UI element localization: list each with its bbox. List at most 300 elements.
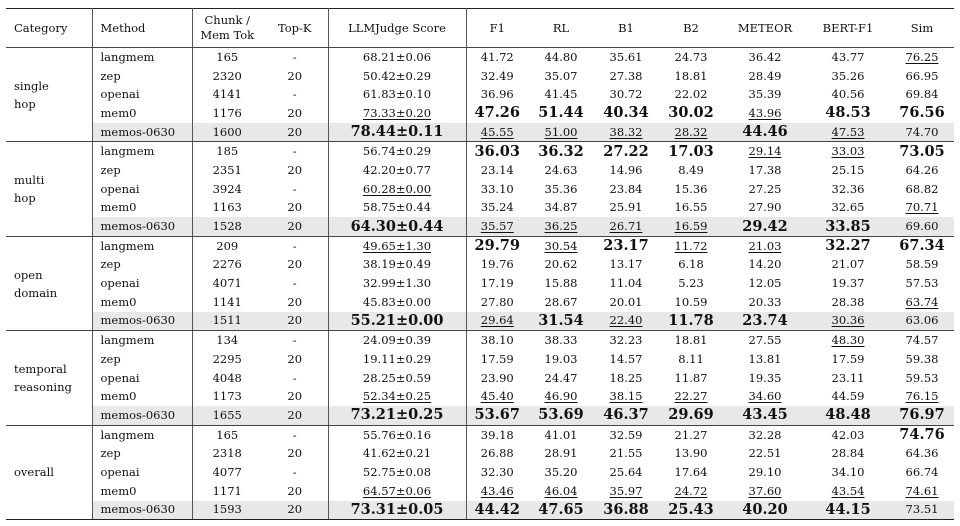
b1-value: 25.91 bbox=[609, 200, 643, 215]
header-meteor: METEOR bbox=[724, 9, 806, 48]
method-cell bbox=[92, 274, 192, 293]
meteor-cell bbox=[724, 123, 806, 142]
b1-value: 18.25 bbox=[609, 370, 643, 385]
method-value: mem0 bbox=[100, 294, 137, 309]
sim-value: 70.71 bbox=[905, 200, 939, 215]
method-cell bbox=[92, 142, 192, 161]
topk-cell bbox=[262, 123, 328, 142]
header-category: Category bbox=[6, 9, 92, 48]
bert-value: 28.84 bbox=[831, 446, 865, 461]
method-value: langmem bbox=[100, 49, 155, 64]
method-cell bbox=[92, 161, 192, 180]
topk-cell bbox=[262, 142, 328, 161]
topk-value: - bbox=[292, 427, 297, 442]
llm-cell bbox=[328, 312, 466, 331]
sim-cell bbox=[890, 104, 954, 123]
llm-value: 55.21±0.00 bbox=[350, 311, 444, 329]
b1-value: 30.72 bbox=[609, 87, 643, 102]
llm-value: 73.33±0.20 bbox=[362, 105, 432, 120]
table-row bbox=[6, 312, 954, 331]
rl-value: 46.04 bbox=[544, 483, 578, 498]
method-cell bbox=[92, 123, 192, 142]
meteor-value: 32.28 bbox=[748, 427, 782, 442]
method-value: openai bbox=[100, 370, 140, 385]
chunk-value: 1593 bbox=[212, 502, 242, 517]
rl-value: 41.01 bbox=[544, 427, 578, 442]
b2-cell bbox=[658, 350, 724, 369]
f1-value: 23.90 bbox=[480, 370, 514, 385]
table-row bbox=[6, 331, 954, 350]
rl-cell bbox=[528, 350, 594, 369]
sim-cell bbox=[890, 501, 954, 520]
f1-value: 17.19 bbox=[480, 276, 514, 291]
f1-cell bbox=[466, 501, 528, 520]
chunk-value: 1528 bbox=[212, 219, 242, 234]
b1-cell bbox=[594, 236, 658, 255]
meteor-value: 23.74 bbox=[742, 311, 788, 329]
llm-value: 19.11±0.29 bbox=[362, 351, 432, 366]
rl-cell bbox=[528, 104, 594, 123]
b2-value: 30.02 bbox=[668, 104, 714, 122]
bert-cell bbox=[806, 369, 890, 388]
b2-cell bbox=[658, 331, 724, 350]
bert-cell bbox=[806, 501, 890, 520]
bert-cell bbox=[806, 274, 890, 293]
chunk-value: 2320 bbox=[212, 68, 242, 83]
topk-cell bbox=[262, 85, 328, 104]
chunk-cell bbox=[192, 236, 262, 255]
b1-cell bbox=[594, 369, 658, 388]
header-llmjudge: LLMJudge Score bbox=[328, 9, 466, 48]
bert-value: 33.85 bbox=[825, 217, 871, 235]
llm-value: 28.25±0.59 bbox=[362, 370, 432, 385]
topk-cell bbox=[262, 482, 328, 501]
b2-cell bbox=[658, 123, 724, 142]
chunk-cell bbox=[192, 387, 262, 406]
meteor-value: 29.42 bbox=[742, 217, 788, 235]
bert-value: 48.48 bbox=[825, 406, 871, 424]
rl-value: 51.00 bbox=[544, 124, 578, 139]
chunk-cell bbox=[192, 369, 262, 388]
llm-cell bbox=[328, 331, 466, 350]
b1-value: 20.01 bbox=[609, 294, 643, 309]
method-cell bbox=[92, 350, 192, 369]
b1-cell bbox=[594, 180, 658, 199]
chunk-value: 165 bbox=[216, 49, 239, 64]
topk-cell bbox=[262, 312, 328, 331]
b1-value: 35.97 bbox=[609, 483, 643, 498]
b2-cell bbox=[658, 104, 724, 123]
b2-cell bbox=[658, 387, 724, 406]
sim-cell bbox=[890, 350, 954, 369]
meteor-cell bbox=[724, 406, 806, 425]
bert-cell bbox=[806, 199, 890, 218]
rl-value: 24.47 bbox=[544, 370, 578, 385]
chunk-value: 165 bbox=[216, 427, 239, 442]
b2-cell bbox=[658, 48, 724, 67]
b2-value: 15.36 bbox=[674, 181, 708, 196]
bert-value: 43.54 bbox=[831, 483, 865, 498]
chunk-cell bbox=[192, 104, 262, 123]
b2-value: 24.73 bbox=[674, 49, 708, 64]
b2-value: 6.18 bbox=[678, 257, 704, 272]
sim-cell bbox=[890, 444, 954, 463]
sim-value: 76.15 bbox=[905, 389, 939, 404]
rl-value: 24.63 bbox=[544, 162, 578, 177]
f1-value: 23.14 bbox=[480, 162, 514, 177]
bert-cell bbox=[806, 180, 890, 199]
f1-cell bbox=[466, 331, 528, 350]
llm-cell bbox=[328, 104, 466, 123]
sim-cell bbox=[890, 161, 954, 180]
f1-value: 17.59 bbox=[480, 351, 514, 366]
bert-value: 34.10 bbox=[831, 464, 865, 479]
llm-cell bbox=[328, 501, 466, 520]
topk-cell bbox=[262, 293, 328, 312]
method-cell bbox=[92, 444, 192, 463]
method-value: zep bbox=[100, 351, 121, 366]
bert-value: 43.77 bbox=[831, 49, 865, 64]
meteor-value: 29.14 bbox=[748, 144, 782, 159]
method-value: zep bbox=[100, 162, 121, 177]
meteor-cell bbox=[724, 312, 806, 331]
method-value: memos-0630 bbox=[100, 219, 176, 234]
bert-value: 28.38 bbox=[831, 294, 865, 309]
rl-cell bbox=[528, 161, 594, 180]
b2-cell bbox=[658, 444, 724, 463]
f1-value: 44.42 bbox=[474, 500, 520, 518]
sim-cell bbox=[890, 142, 954, 161]
b1-cell bbox=[594, 67, 658, 86]
llm-value: 68.21±0.06 bbox=[362, 49, 432, 64]
topk-cell bbox=[262, 331, 328, 350]
f1-cell bbox=[466, 161, 528, 180]
b1-value: 23.84 bbox=[609, 181, 643, 196]
rl-value: 41.45 bbox=[544, 87, 578, 102]
meteor-cell bbox=[724, 217, 806, 236]
llm-value: 24.09±0.39 bbox=[362, 333, 432, 348]
meteor-cell bbox=[724, 444, 806, 463]
bert-cell bbox=[806, 236, 890, 255]
f1-cell bbox=[466, 274, 528, 293]
sim-value: 76.56 bbox=[899, 104, 945, 122]
llm-value: 60.28±0.00 bbox=[362, 181, 432, 196]
sim-value: 74.76 bbox=[899, 426, 945, 444]
method-cell bbox=[92, 85, 192, 104]
category-label-line1: multi bbox=[14, 173, 45, 188]
method-value: memos-0630 bbox=[100, 407, 176, 422]
f1-cell bbox=[466, 85, 528, 104]
b2-value: 28.32 bbox=[674, 124, 708, 139]
b1-value: 27.38 bbox=[609, 68, 643, 83]
b2-value: 21.27 bbox=[674, 427, 708, 442]
topk-cell bbox=[262, 274, 328, 293]
b1-cell bbox=[594, 274, 658, 293]
table-row bbox=[6, 444, 954, 463]
b2-cell bbox=[658, 142, 724, 161]
meteor-cell bbox=[724, 161, 806, 180]
bert-cell bbox=[806, 444, 890, 463]
b2-value: 24.72 bbox=[674, 483, 708, 498]
sim-value: 76.25 bbox=[905, 49, 939, 64]
sim-cell bbox=[890, 236, 954, 255]
table-row bbox=[6, 199, 954, 218]
topk-cell bbox=[262, 406, 328, 425]
table-row bbox=[6, 463, 954, 482]
table-row bbox=[6, 256, 954, 275]
method-value: zep bbox=[100, 446, 121, 461]
rl-cell bbox=[528, 425, 594, 444]
b2-value: 11.72 bbox=[674, 238, 708, 253]
f1-value: 29.64 bbox=[480, 313, 514, 328]
bert-cell bbox=[806, 463, 890, 482]
llm-value: 45.83±0.00 bbox=[362, 294, 432, 309]
chunk-value: 1171 bbox=[212, 483, 242, 498]
chunk-cell bbox=[192, 444, 262, 463]
meteor-cell bbox=[724, 199, 806, 218]
bert-value: 48.53 bbox=[825, 104, 871, 122]
llm-cell bbox=[328, 425, 466, 444]
b1-value: 21.55 bbox=[609, 446, 643, 461]
bert-value: 32.65 bbox=[831, 200, 865, 215]
topk-value: 20 bbox=[287, 124, 303, 139]
method-cell bbox=[92, 369, 192, 388]
f1-value: 27.80 bbox=[480, 294, 514, 309]
sim-cell bbox=[890, 67, 954, 86]
method-value: langmem bbox=[100, 144, 155, 159]
topk-cell bbox=[262, 387, 328, 406]
category-cell bbox=[6, 425, 92, 519]
b1-cell bbox=[594, 444, 658, 463]
rl-cell bbox=[528, 217, 594, 236]
rl-value: 51.44 bbox=[538, 104, 584, 122]
chunk-value: 2295 bbox=[212, 351, 242, 366]
sim-cell bbox=[890, 482, 954, 501]
b1-value: 32.59 bbox=[609, 427, 643, 442]
sim-value: 63.74 bbox=[905, 294, 939, 309]
rl-value: 36.25 bbox=[544, 219, 578, 234]
b1-value: 38.32 bbox=[609, 124, 643, 139]
results-table-container bbox=[6, 8, 954, 520]
rl-cell bbox=[528, 482, 594, 501]
meteor-cell bbox=[724, 236, 806, 255]
b2-cell bbox=[658, 501, 724, 520]
chunk-value: 3924 bbox=[212, 181, 242, 196]
sim-value: 69.60 bbox=[905, 219, 939, 234]
meteor-value: 13.81 bbox=[748, 351, 782, 366]
method-cell bbox=[92, 180, 192, 199]
rl-value: 35.07 bbox=[544, 68, 578, 83]
b1-cell bbox=[594, 48, 658, 67]
f1-cell bbox=[466, 104, 528, 123]
meteor-cell bbox=[724, 104, 806, 123]
b1-value: 36.88 bbox=[603, 500, 649, 518]
sim-cell bbox=[890, 331, 954, 350]
bert-value: 23.11 bbox=[831, 370, 865, 385]
method-value: memos-0630 bbox=[100, 502, 176, 517]
sim-value: 59.38 bbox=[905, 351, 939, 366]
header-sim: Sim bbox=[890, 9, 954, 48]
b1-value: 13.17 bbox=[609, 257, 643, 272]
table-row bbox=[6, 161, 954, 180]
sim-value: 76.97 bbox=[899, 406, 945, 424]
rl-value: 34.87 bbox=[544, 200, 578, 215]
bert-value: 32.36 bbox=[831, 181, 865, 196]
sim-value: 58.59 bbox=[905, 257, 939, 272]
bert-value: 42.03 bbox=[831, 427, 865, 442]
topk-value: 20 bbox=[287, 105, 303, 120]
f1-cell bbox=[466, 406, 528, 425]
llm-cell bbox=[328, 67, 466, 86]
table-row bbox=[6, 85, 954, 104]
llm-value: 49.65±1.30 bbox=[362, 238, 432, 253]
sim-value: 66.74 bbox=[905, 464, 939, 479]
chunk-cell bbox=[192, 199, 262, 218]
sim-value: 74.70 bbox=[905, 124, 939, 139]
chunk-cell bbox=[192, 180, 262, 199]
chunk-cell bbox=[192, 217, 262, 236]
topk-value: 20 bbox=[287, 407, 303, 422]
chunk-cell bbox=[192, 48, 262, 67]
category-label-line1: overall bbox=[14, 465, 54, 480]
b2-value: 16.59 bbox=[674, 219, 708, 234]
topk-value: 20 bbox=[287, 483, 303, 498]
sim-cell bbox=[890, 425, 954, 444]
b2-cell bbox=[658, 293, 724, 312]
b2-cell bbox=[658, 312, 724, 331]
table-row bbox=[6, 236, 954, 255]
method-value: mem0 bbox=[100, 389, 137, 404]
b1-cell bbox=[594, 463, 658, 482]
b1-cell bbox=[594, 482, 658, 501]
topk-value: 20 bbox=[287, 294, 303, 309]
b1-cell bbox=[594, 406, 658, 425]
chunk-cell bbox=[192, 350, 262, 369]
b2-cell bbox=[658, 406, 724, 425]
f1-cell bbox=[466, 482, 528, 501]
chunk-cell bbox=[192, 293, 262, 312]
llm-cell bbox=[328, 199, 466, 218]
rl-cell bbox=[528, 256, 594, 275]
topk-value: 20 bbox=[287, 200, 303, 215]
b2-value: 5.23 bbox=[678, 276, 704, 291]
b1-cell bbox=[594, 256, 658, 275]
method-cell bbox=[92, 199, 192, 218]
table-row bbox=[6, 123, 954, 142]
llm-cell bbox=[328, 350, 466, 369]
f1-value: 41.72 bbox=[480, 49, 514, 64]
method-value: openai bbox=[100, 276, 140, 291]
bert-value: 17.59 bbox=[831, 351, 865, 366]
chunk-value: 185 bbox=[216, 144, 239, 159]
meteor-cell bbox=[724, 463, 806, 482]
rl-cell bbox=[528, 331, 594, 350]
b2-value: 13.90 bbox=[674, 446, 708, 461]
sim-cell bbox=[890, 312, 954, 331]
meteor-cell bbox=[724, 256, 806, 275]
table-row bbox=[6, 369, 954, 388]
b1-value: 11.04 bbox=[609, 276, 643, 291]
llm-value: 55.76±0.16 bbox=[362, 427, 432, 442]
meteor-cell bbox=[724, 501, 806, 520]
table-row bbox=[6, 501, 954, 520]
f1-cell bbox=[466, 48, 528, 67]
b1-cell bbox=[594, 161, 658, 180]
f1-cell bbox=[466, 67, 528, 86]
topk-value: 20 bbox=[287, 219, 303, 234]
topk-cell bbox=[262, 236, 328, 255]
rl-cell bbox=[528, 123, 594, 142]
llm-value: 56.74±0.29 bbox=[362, 144, 432, 159]
meteor-value: 40.20 bbox=[742, 500, 788, 518]
b1-value: 14.57 bbox=[609, 351, 643, 366]
table-row bbox=[6, 387, 954, 406]
topk-value: 20 bbox=[287, 313, 303, 328]
chunk-value: 4077 bbox=[212, 464, 242, 479]
rl-value: 31.54 bbox=[538, 311, 584, 329]
chunk-value: 1163 bbox=[212, 200, 242, 215]
topk-cell bbox=[262, 463, 328, 482]
chunk-value: 1511 bbox=[212, 313, 242, 328]
meteor-value: 19.35 bbox=[748, 370, 782, 385]
meteor-cell bbox=[724, 350, 806, 369]
b2-cell bbox=[658, 482, 724, 501]
sim-value: 67.34 bbox=[899, 237, 945, 255]
bert-cell bbox=[806, 387, 890, 406]
llm-cell bbox=[328, 142, 466, 161]
f1-value: 35.24 bbox=[480, 200, 514, 215]
topk-value: - bbox=[292, 464, 297, 479]
meteor-value: 43.45 bbox=[742, 406, 788, 424]
sim-cell bbox=[890, 199, 954, 218]
method-cell bbox=[92, 256, 192, 275]
b2-value: 18.81 bbox=[674, 333, 708, 348]
llm-value: 73.31±0.05 bbox=[350, 500, 444, 518]
bert-cell bbox=[806, 217, 890, 236]
category-cell bbox=[6, 236, 92, 330]
chunk-value: 209 bbox=[216, 238, 239, 253]
meteor-value: 20.33 bbox=[748, 294, 782, 309]
meteor-cell bbox=[724, 180, 806, 199]
b2-value: 22.02 bbox=[674, 87, 708, 102]
bert-value: 48.30 bbox=[831, 333, 865, 348]
f1-value: 29.79 bbox=[474, 237, 520, 255]
meteor-value: 21.03 bbox=[748, 238, 782, 253]
method-cell bbox=[92, 501, 192, 520]
chunk-value: 134 bbox=[216, 333, 239, 348]
meteor-cell bbox=[724, 293, 806, 312]
sim-value: 73.51 bbox=[905, 502, 939, 517]
llm-cell bbox=[328, 369, 466, 388]
sim-cell bbox=[890, 369, 954, 388]
b2-value: 17.03 bbox=[668, 142, 714, 160]
llm-value: 78.44±0.11 bbox=[350, 123, 444, 141]
sim-value: 68.82 bbox=[905, 181, 939, 196]
header-f1: F1 bbox=[466, 9, 528, 48]
category-label-line1: open bbox=[14, 267, 43, 282]
bert-cell bbox=[806, 85, 890, 104]
sim-value: 63.06 bbox=[905, 313, 939, 328]
b1-cell bbox=[594, 199, 658, 218]
rl-cell bbox=[528, 199, 594, 218]
llm-cell bbox=[328, 274, 466, 293]
category-cell bbox=[6, 48, 92, 142]
b2-value: 16.55 bbox=[674, 200, 708, 215]
meteor-value: 28.49 bbox=[748, 68, 782, 83]
f1-cell bbox=[466, 463, 528, 482]
bert-cell bbox=[806, 406, 890, 425]
b2-cell bbox=[658, 236, 724, 255]
